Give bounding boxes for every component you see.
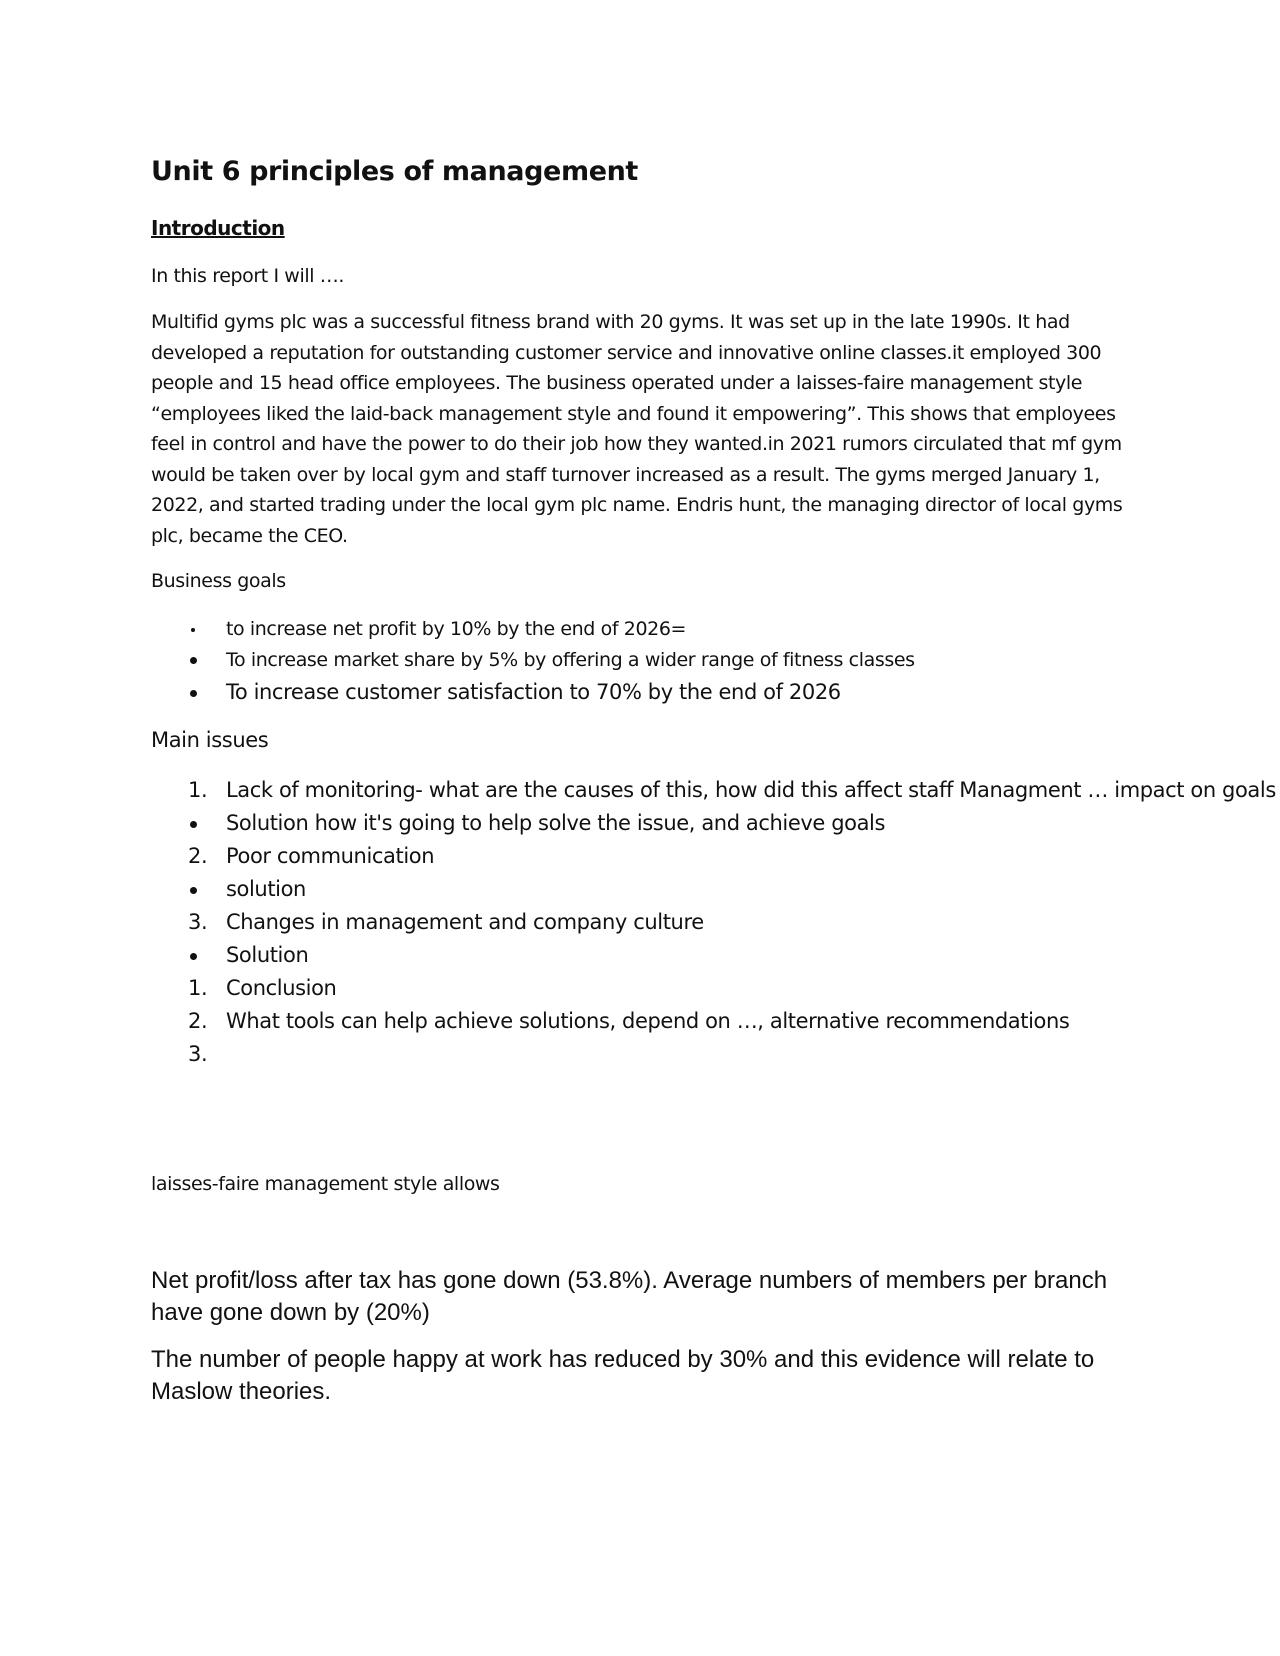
profit-paragraph: Net profit/loss after tax has gone down (53.8%). Average numbers of members per branch have gone down by (20%) [151,1267,1108,1326]
bullet-icon [188,645,197,676]
main-issues-list [151,774,1276,1071]
bullet-icon [188,873,197,906]
issue-item [151,972,1276,1005]
list-number: 2. [188,1009,208,1033]
bullet-icon [188,614,195,645]
issue-item [151,1038,1276,1071]
laisses-faire-note: laisses-faire management style allows [151,1173,500,1195]
report-lead: In this report I will …. [151,265,344,287]
issue-item [151,774,1276,807]
intro-paragraph: Multifid gyms plc was a successful fitness brand with 20 gyms. It was set up in the late 1990s. It had developed a reputation for outstanding customer service and innovative online classes.it employed 300 people and 15 head office employees. The business operated under a laisses-faire management style “employees liked the laid-back management style and found it empowering”. This shows that employees feel in control and have the power to do their job how they wanted.in 2021 rumors circulated that mf gym would be taken over by local gym and staff turnover increased as a result. The gyms merged January 1, 2022, and started trading under the local gym plc name. Endris hunt, the managing director of local gyms plc, became the CEO. [151,311,1123,547]
bullet-icon [188,939,197,972]
issue-text [226,1042,232,1066]
happiness-paragraph: The number of people happy at work has reduced by 30% and this evidence will relate to Maslow theories. [151,1346,1095,1405]
bullet-icon [188,807,197,840]
issue-item [151,1005,1276,1038]
list-number: 3. [188,910,208,934]
main-issues-label: Main issues [151,728,269,752]
issue-text: Changes in management and company culture [226,910,704,934]
issue-item [151,939,1276,972]
business-goals-label: Business goals [151,570,286,592]
list-number: 2. [188,844,208,868]
issue-text: Solution [226,943,309,967]
bullet-icon [188,676,197,708]
goal-item [151,645,915,676]
goal-text: to increase net profit by 10% by the end of 2026= [226,618,687,640]
issue-text: Solution how it's going to help solve the issue, and achieve goals [226,811,886,835]
introduction-heading: Introduction [151,216,285,240]
business-goals-list [151,614,915,708]
issue-text: solution [226,877,306,901]
issue-item [151,906,1276,939]
issue-item [151,873,1276,906]
list-number: 1. [188,778,208,802]
issue-text: Poor communication [226,844,435,868]
issue-text: What tools can help achieve solutions, depend on …, alternative recommendations [226,1009,1070,1033]
goal-item [151,676,915,708]
issue-item [151,807,1276,840]
list-number: 3. [188,1042,208,1066]
list-number: 1. [188,976,208,1000]
issue-item [151,840,1276,873]
issue-text: Lack of monitoring- what are the causes of this, how did this affect staff Managment … impact on goals [226,778,1276,802]
goal-text: To increase customer satisfaction to 70% by the end of 2026 [226,680,841,704]
goal-text: To increase market share by 5% by offering a wider range of fitness classes [226,649,915,671]
issue-text: Conclusion [226,976,337,1000]
goal-item [151,614,915,645]
document-title: Unit 6 principles of management [151,156,638,187]
